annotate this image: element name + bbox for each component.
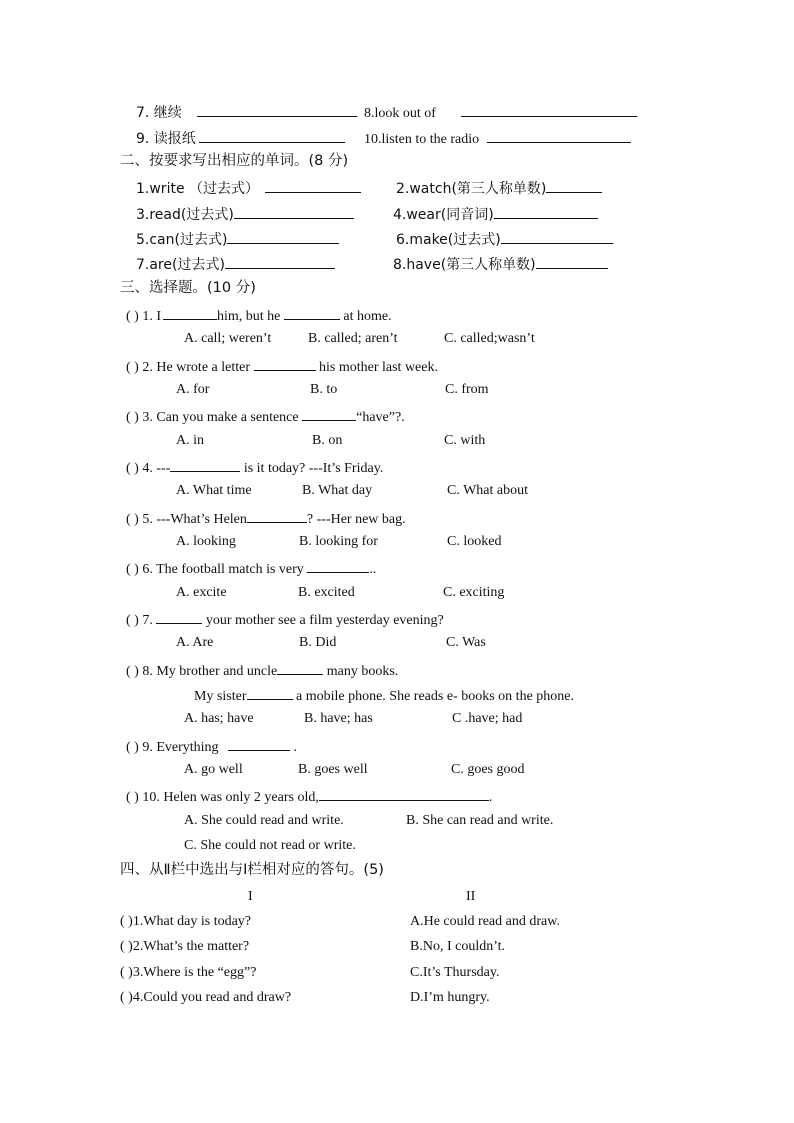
option-b: B. have; has bbox=[304, 711, 373, 726]
question-text: My sister bbox=[194, 689, 247, 704]
answer-blank[interactable] bbox=[284, 305, 340, 320]
column-1-header: I bbox=[248, 889, 253, 904]
option-a: A. for bbox=[176, 382, 210, 397]
answer-blank[interactable] bbox=[302, 406, 356, 421]
question-7 bbox=[126, 609, 444, 630]
vocab-label: 8.look out of bbox=[364, 106, 436, 121]
match-row bbox=[120, 964, 256, 982]
word-item bbox=[393, 254, 608, 274]
word-item bbox=[136, 204, 354, 224]
answer-blank[interactable] bbox=[487, 128, 631, 143]
match-question: 3.Where is the “egg”? bbox=[132, 965, 257, 980]
option-a: A. in bbox=[176, 433, 204, 448]
option-c: C. looked bbox=[447, 534, 502, 549]
answer-paren[interactable]: ( ) bbox=[126, 664, 139, 679]
option-c: C. Was bbox=[446, 635, 486, 650]
answer-paren[interactable]: ( ) bbox=[126, 309, 139, 324]
question-text: is it today? ---It’s Friday. bbox=[243, 461, 384, 476]
word-label: 6.make(过去式) bbox=[396, 232, 501, 248]
word-label: 3.read(过去式) bbox=[136, 207, 234, 223]
option-c: C. with bbox=[444, 433, 486, 448]
question-text: 9. Everything bbox=[142, 740, 219, 755]
question-text: 4. --- bbox=[142, 461, 171, 476]
word-label: 1.write （过去式） bbox=[136, 181, 260, 197]
question-text: your mother see a film yesterday evening? bbox=[205, 613, 444, 628]
vocab-item-10 bbox=[364, 128, 631, 149]
match-answer: C.It’s Thursday. bbox=[410, 965, 500, 980]
option-a: A. has; have bbox=[184, 711, 254, 726]
answer-paren[interactable]: ( ) bbox=[120, 990, 133, 1005]
question-text: 1. I bbox=[142, 309, 161, 324]
option-a: A. Are bbox=[176, 635, 214, 650]
option-a: A. go well bbox=[184, 762, 243, 777]
question-text: a mobile phone. She reads e- books on the phone. bbox=[296, 689, 574, 704]
option-c: C. goes good bbox=[451, 762, 525, 777]
answer-blank[interactable] bbox=[228, 736, 290, 751]
vocab-label: 9. 读报纸 bbox=[136, 131, 196, 147]
option-a: A. She could read and write. bbox=[184, 813, 344, 828]
question-text: . bbox=[293, 740, 298, 755]
question-1 bbox=[126, 305, 392, 326]
option-a: A. looking bbox=[176, 534, 236, 549]
question-text: . bbox=[488, 790, 493, 805]
question-text: 10. Helen was only 2 years old, bbox=[142, 790, 319, 805]
answer-blank[interactable] bbox=[546, 178, 602, 193]
option-b: B. excited bbox=[298, 585, 355, 600]
answer-blank[interactable] bbox=[319, 786, 489, 801]
option-b: B. looking for bbox=[299, 534, 378, 549]
match-question: 4.Could you read and draw? bbox=[132, 990, 292, 1005]
answer-blank[interactable] bbox=[163, 305, 217, 320]
answer-paren[interactable]: ( ) bbox=[126, 512, 139, 527]
answer-blank[interactable] bbox=[199, 128, 345, 143]
question-text: him, but he bbox=[217, 309, 281, 324]
option-a: A. call; weren’t bbox=[184, 331, 272, 346]
vocab-item-9 bbox=[136, 128, 345, 149]
question-4 bbox=[126, 457, 383, 478]
question-5 bbox=[126, 508, 406, 529]
word-item bbox=[136, 254, 335, 274]
word-item bbox=[393, 204, 598, 224]
vocab-label: 7. 继续 bbox=[136, 105, 182, 121]
option-c: C .have; had bbox=[452, 711, 523, 726]
option-c: C. exciting bbox=[443, 585, 505, 600]
word-item bbox=[396, 178, 602, 198]
match-answer: A.He could read and draw. bbox=[410, 914, 560, 929]
question-text: “have”?. bbox=[356, 410, 405, 425]
vocab-item-7 bbox=[136, 102, 357, 123]
answer-paren[interactable]: ( ) bbox=[120, 914, 133, 929]
option-c: C. from bbox=[445, 382, 489, 397]
match-question: 1.What day is today? bbox=[132, 914, 252, 929]
answer-blank[interactable] bbox=[277, 660, 323, 675]
question-8-line-2 bbox=[194, 685, 574, 706]
question-text: .. bbox=[369, 562, 377, 577]
question-6 bbox=[126, 558, 376, 579]
answer-blank[interactable] bbox=[225, 254, 335, 269]
answer-blank[interactable] bbox=[247, 685, 293, 700]
question-2 bbox=[126, 356, 438, 377]
answer-blank[interactable] bbox=[461, 102, 637, 117]
option-b: B. goes well bbox=[298, 762, 368, 777]
option-c: C. She could not read or write. bbox=[184, 838, 356, 853]
answer-blank[interactable] bbox=[247, 508, 307, 523]
answer-paren[interactable]: ( ) bbox=[126, 562, 139, 577]
word-item bbox=[396, 229, 613, 249]
question-text: ? ---Her new bag. bbox=[306, 512, 406, 527]
section-3-heading: 三、选择题。(10 分) bbox=[120, 280, 256, 296]
option-b: B. called; aren’t bbox=[308, 331, 398, 346]
match-answer: D.I’m hungry. bbox=[410, 990, 490, 1005]
option-b: B. Did bbox=[299, 635, 337, 650]
answer-blank[interactable] bbox=[234, 204, 354, 219]
question-text: 5. ---What’s Helen bbox=[142, 512, 247, 527]
vocab-label: 10.listen to the radio bbox=[364, 132, 480, 147]
vocab-item-8 bbox=[364, 102, 637, 123]
answer-paren[interactable]: ( ) bbox=[126, 740, 139, 755]
option-c: C. What about bbox=[447, 483, 529, 498]
question-text: many books. bbox=[326, 664, 399, 679]
option-b: B. on bbox=[312, 433, 343, 448]
answer-blank[interactable] bbox=[156, 609, 202, 624]
answer-blank[interactable] bbox=[170, 457, 240, 472]
word-item bbox=[136, 229, 339, 249]
word-label: 2.watch(第三人称单数) bbox=[396, 181, 547, 197]
question-8 bbox=[126, 660, 398, 681]
match-row bbox=[120, 989, 291, 1007]
section-4-heading: 四、从Ⅱ栏中选出与Ⅰ栏相对应的答句。(5) bbox=[120, 862, 384, 878]
match-row bbox=[120, 913, 251, 931]
option-c: C. called;wasn’t bbox=[444, 331, 535, 346]
answer-paren[interactable]: ( ) bbox=[120, 965, 133, 980]
answer-paren[interactable]: ( ) bbox=[126, 461, 139, 476]
word-item bbox=[136, 178, 361, 198]
word-label: 5.can(过去式) bbox=[136, 232, 228, 248]
question-3 bbox=[126, 406, 405, 427]
answer-paren[interactable]: ( ) bbox=[126, 790, 139, 805]
answer-blank[interactable] bbox=[254, 356, 316, 371]
option-a: A. excite bbox=[176, 585, 227, 600]
answer-paren[interactable]: ( ) bbox=[120, 939, 133, 954]
question-text: 2. He wrote a letter bbox=[142, 360, 251, 375]
option-a: A. What time bbox=[176, 483, 252, 498]
option-b: B. She can read and write. bbox=[406, 813, 554, 828]
column-2-header: II bbox=[466, 889, 476, 904]
answer-blank[interactable] bbox=[197, 102, 357, 117]
option-b: B. to bbox=[310, 382, 338, 397]
answer-blank[interactable] bbox=[307, 558, 369, 573]
option-b: B. What day bbox=[302, 483, 373, 498]
answer-blank[interactable] bbox=[494, 204, 598, 219]
section-2-heading: 二、按要求写出相应的单词。(8 分) bbox=[120, 153, 349, 169]
question-text: 7. bbox=[142, 613, 153, 628]
answer-blank[interactable] bbox=[227, 229, 339, 244]
match-row bbox=[120, 938, 249, 956]
question-text: 8. My brother and uncle bbox=[142, 664, 278, 679]
question-9 bbox=[126, 736, 297, 757]
match-answer: B.No, I couldn’t. bbox=[410, 939, 506, 954]
answer-paren[interactable]: ( ) bbox=[126, 410, 139, 425]
question-text: his mother last week. bbox=[319, 360, 438, 375]
word-label: 8.have(第三人称单数) bbox=[393, 257, 536, 273]
word-label: 4.wear(同音词) bbox=[393, 207, 494, 223]
word-label: 7.are(过去式) bbox=[136, 257, 225, 273]
answer-paren[interactable]: ( ) bbox=[126, 613, 139, 628]
match-question: 2.What’s the matter? bbox=[132, 939, 250, 954]
answer-blank[interactable] bbox=[536, 254, 608, 269]
question-text: 3. Can you make a sentence bbox=[142, 410, 299, 425]
answer-blank[interactable] bbox=[265, 178, 361, 193]
question-text: 6. The football match is very bbox=[142, 562, 304, 577]
answer-paren[interactable]: ( ) bbox=[126, 360, 139, 375]
question-10 bbox=[126, 786, 492, 807]
answer-blank[interactable] bbox=[501, 229, 613, 244]
question-text: at home. bbox=[343, 309, 392, 324]
